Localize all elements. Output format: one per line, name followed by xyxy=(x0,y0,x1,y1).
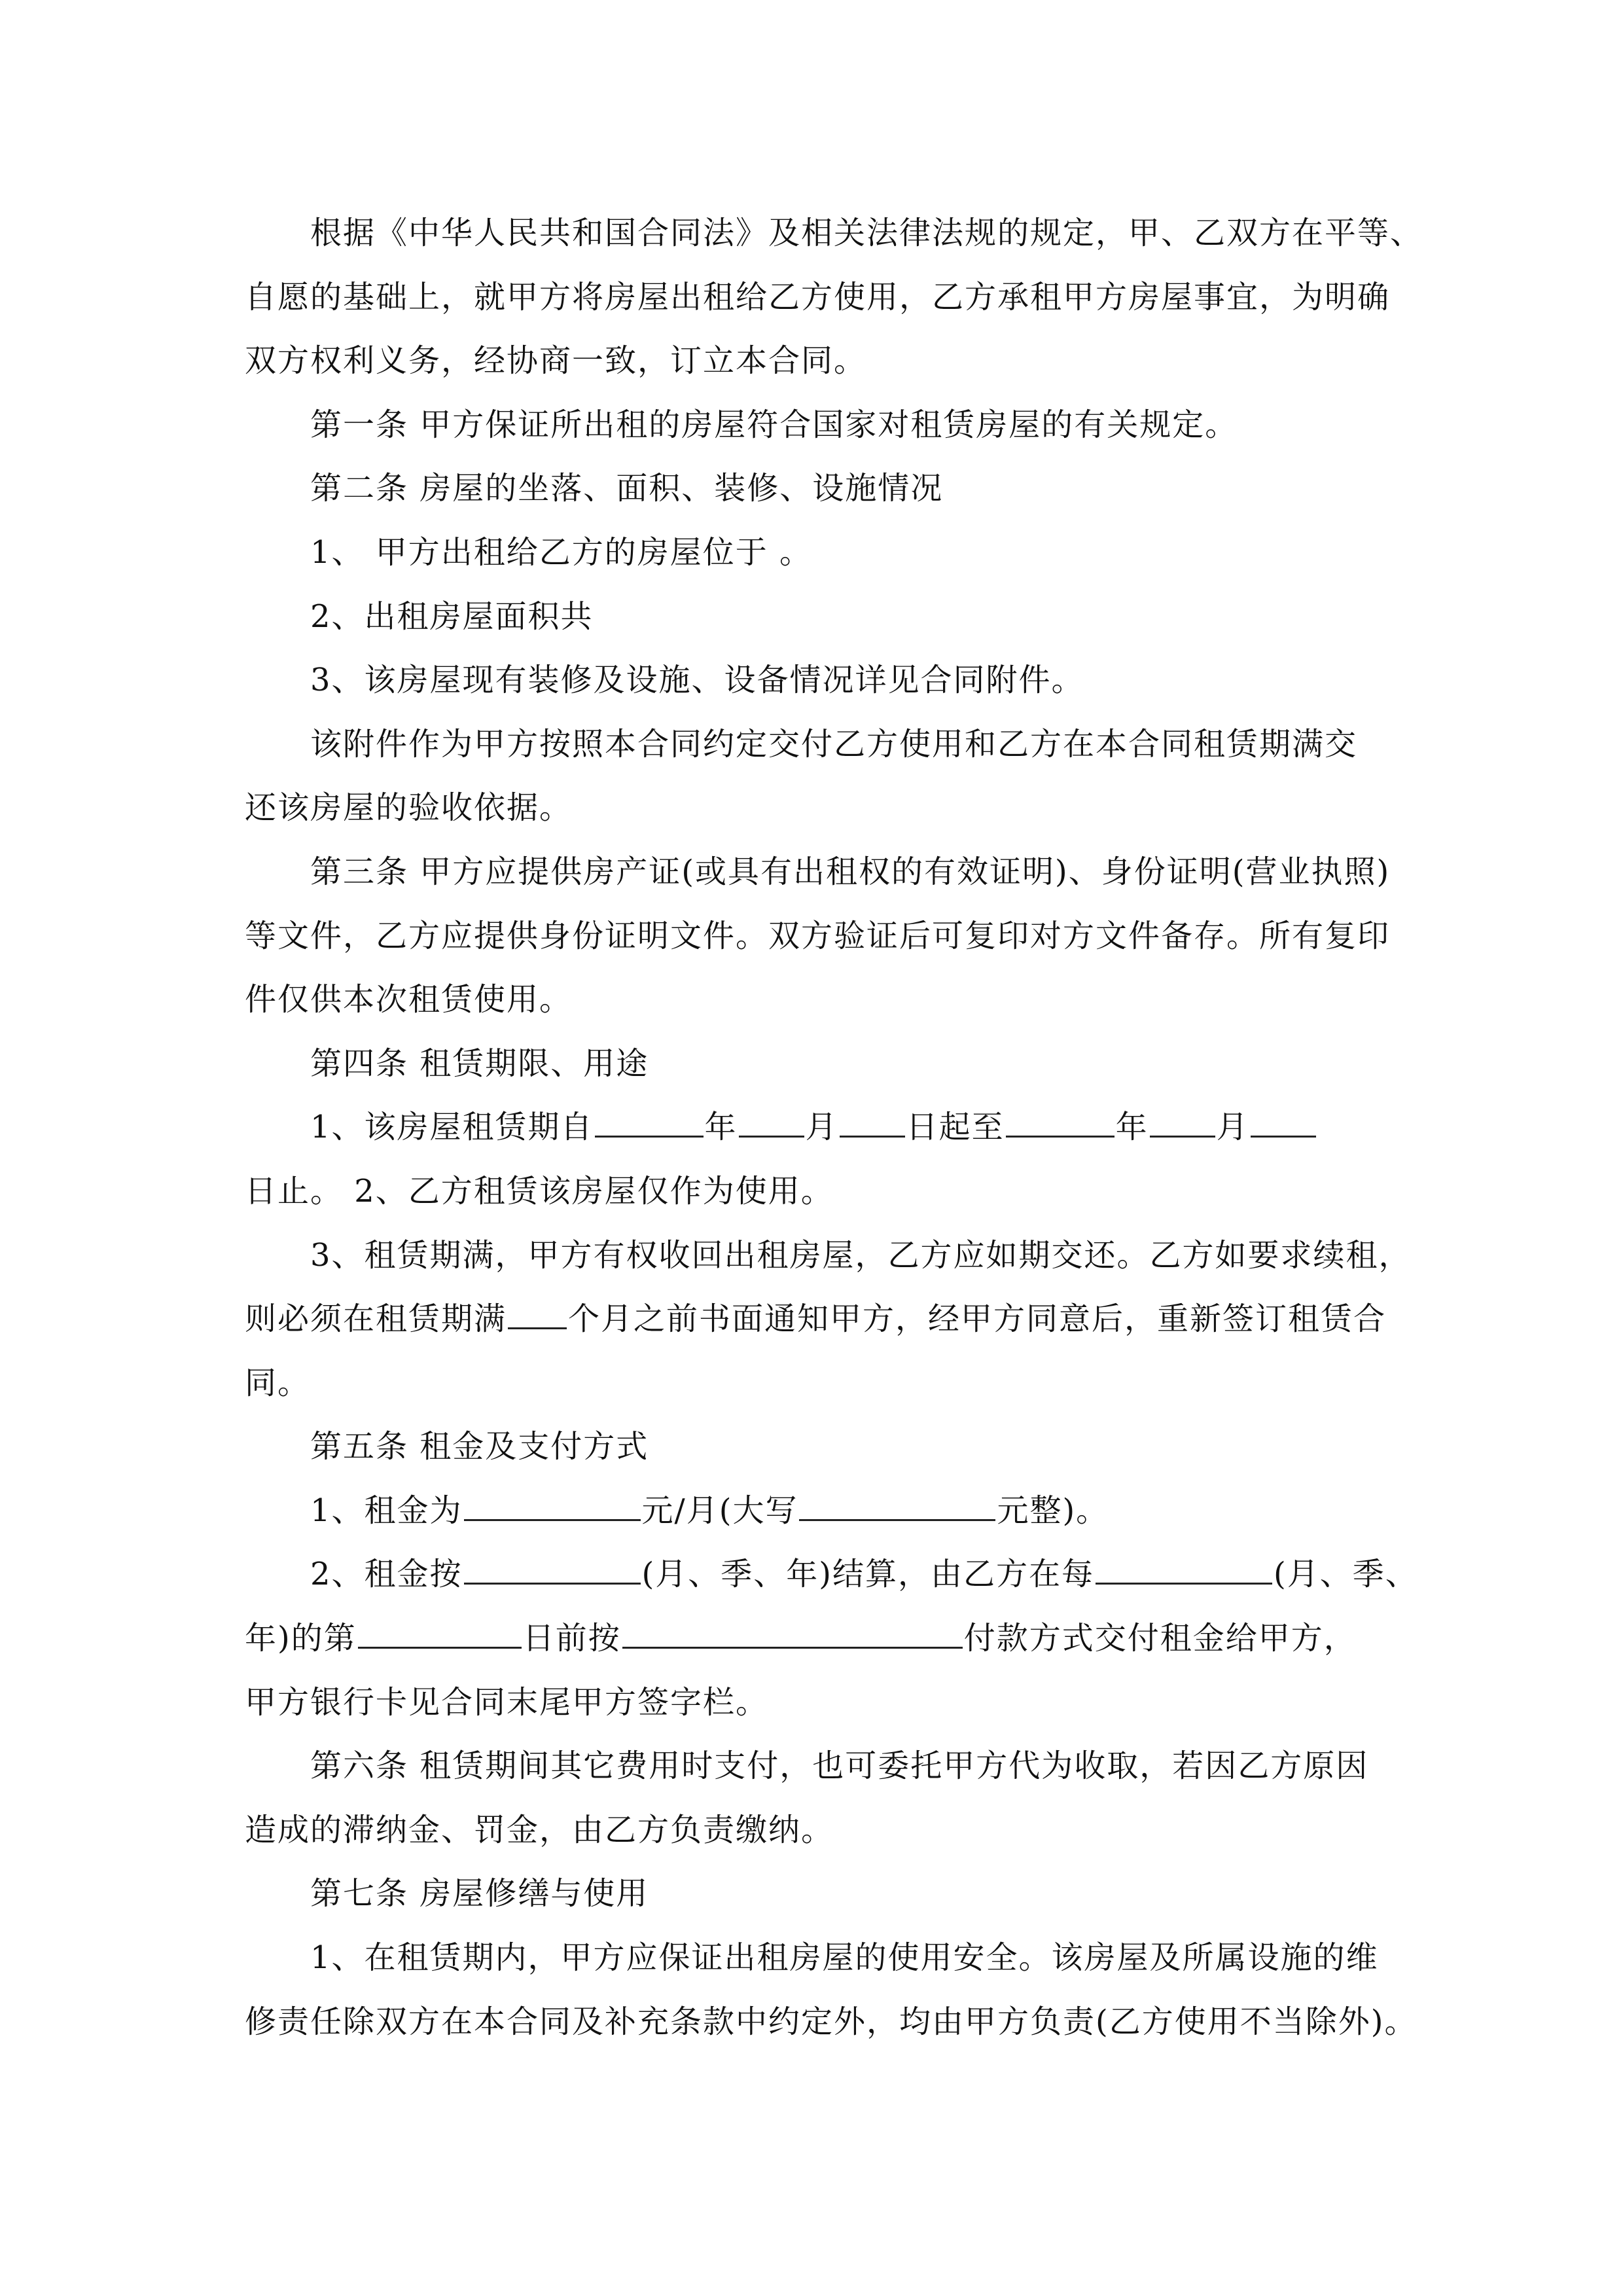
article-1: 第一条 甲方保证所出租的房屋符合国家对租赁房屋的有关规定。 xyxy=(310,406,1238,443)
settlement-text: (月、季、年)结算，由乙方在每 xyxy=(641,1556,1095,1593)
month-label-2: 月 xyxy=(1216,1109,1249,1146)
preamble-line-2: 自愿的基础上，就甲方将房屋出租给乙方使用，乙方承租甲方房屋事宜，为明确 xyxy=(245,278,1391,315)
rent-capital-blank[interactable] xyxy=(799,1489,995,1521)
article-6-line-2: 造成的滞纳金、罚金，由乙方负责缴纳。 xyxy=(245,1811,834,1848)
payment-period-text: (月、季、 xyxy=(1274,1556,1418,1593)
payment-method-text: 付款方式交付租金给甲方， xyxy=(963,1620,1357,1657)
payment-method-label: 日前按 xyxy=(522,1620,621,1657)
article-3-line-1: 第三条 甲方应提供房产证(或具有出租权的有效证明)、身份证明(营业执照) xyxy=(310,853,1391,890)
article-3-line-3: 件仅供本次租赁使用。 xyxy=(245,981,573,1018)
settlement-period-blank[interactable] xyxy=(464,1553,641,1585)
payment-method-blank[interactable] xyxy=(622,1617,963,1649)
article-5-title: 第五条 租金及支付方式 xyxy=(310,1428,649,1465)
article-2-item-3: 3、该房屋现有装修及设施、设备情况详见合同附件。 xyxy=(310,662,1084,699)
renewal-notice-rest: 个月之前书面通知甲方，经甲方同意后，重新签订租赁合 xyxy=(568,1300,1387,1338)
end-month-blank[interactable] xyxy=(1150,1106,1215,1138)
article-5-item-2-line-2 xyxy=(245,1607,1397,1671)
payment-day-blank[interactable] xyxy=(358,1617,522,1649)
settlement-label: 2、租金按 xyxy=(310,1556,463,1593)
article-4-item-3-line-1: 3、租赁期满，甲方有权收回出租房屋，乙方应如期交还。乙方如要求续租， xyxy=(310,1236,1412,1274)
month-label: 月 xyxy=(805,1109,838,1146)
end-year-blank[interactable] xyxy=(1006,1106,1115,1138)
renewal-notice-label: 则必须在租赁期满 xyxy=(245,1300,507,1338)
start-year-blank[interactable] xyxy=(595,1106,704,1138)
article-5-item-2-line-3: 甲方银行卡见合同末尾甲方签字栏。 xyxy=(245,1683,769,1721)
preamble-line-1: 根据《中华人民共和国合同法》及相关法律法规的规定，甲、乙双方在平等、 xyxy=(310,215,1423,251)
article-6-line-1: 第六条 租赁期间其它费用时支付，也可委托甲方代为收取，若因乙方原因 xyxy=(310,1748,1369,1785)
article-7-item-1-line-2: 修责任除双方在本合同及补充条款中约定外，均由甲方负责(乙方使用不当除外)。 xyxy=(245,2003,1418,2040)
notice-months-blank[interactable] xyxy=(508,1298,567,1330)
payment-period-blank[interactable] xyxy=(1096,1553,1272,1585)
year-label-2: 年 xyxy=(1115,1109,1149,1146)
article-4-item-3-line-2 xyxy=(245,1287,1397,1352)
rent-unit-label: 元/月(大写 xyxy=(641,1492,798,1529)
article-2-item-2: 2、出租房屋面积共 xyxy=(310,598,594,635)
year-label: 年 xyxy=(704,1109,738,1146)
article-4-item-1-end: 日止。 2、乙方租赁该房屋仅作为使用。 xyxy=(245,1172,834,1210)
article-2-title: 第二条 房屋的坐落、面积、装修、设施情况 xyxy=(310,470,944,507)
rent-amount-blank[interactable] xyxy=(464,1489,641,1521)
article-2-item-1: 1、 甲方出租给乙方的房屋位于 。 xyxy=(310,533,813,571)
article-4-item-3-line-3: 同。 xyxy=(245,1364,311,1401)
article-2-note-line-1: 该附件作为甲方按照本合同约定交付乙方使用和乙方在本合同租赁期满交 xyxy=(310,725,1358,762)
article-5-item-1 xyxy=(245,1479,1397,1543)
start-month-blank[interactable] xyxy=(739,1106,804,1138)
start-day-blank[interactable] xyxy=(840,1106,905,1138)
article-7-item-1-line-1: 1、在租赁期内，甲方应保证出租房屋的使用安全。该房屋及所属设施的维 xyxy=(310,1939,1379,1977)
lease-term-label: 1、该房屋租赁期自 xyxy=(310,1109,594,1146)
rent-amount-label: 1、租金为 xyxy=(310,1492,463,1529)
article-4-item-1 xyxy=(245,1096,1397,1160)
article-4-title: 第四条 租赁期限、用途 xyxy=(310,1045,649,1082)
article-5-item-2-line-1 xyxy=(245,1543,1418,1607)
article-2-note-line-2: 还该房屋的验收依据。 xyxy=(245,789,573,827)
preamble-line-3: 双方权利义务，经协商一致，订立本合同。 xyxy=(245,342,867,380)
end-day-blank[interactable] xyxy=(1251,1106,1316,1138)
payment-day-label: 年)的第 xyxy=(245,1620,357,1657)
article-3-line-2: 等文件，乙方应提供身份证明文件。双方验证后可复印对方文件备存。所有复印 xyxy=(245,917,1391,954)
rent-capital-suffix: 元整)。 xyxy=(997,1492,1109,1529)
day-from-label: 日起至 xyxy=(906,1109,1005,1146)
article-7-title: 第七条 房屋修缮与使用 xyxy=(310,1875,649,1912)
contract-body xyxy=(245,202,1423,2054)
